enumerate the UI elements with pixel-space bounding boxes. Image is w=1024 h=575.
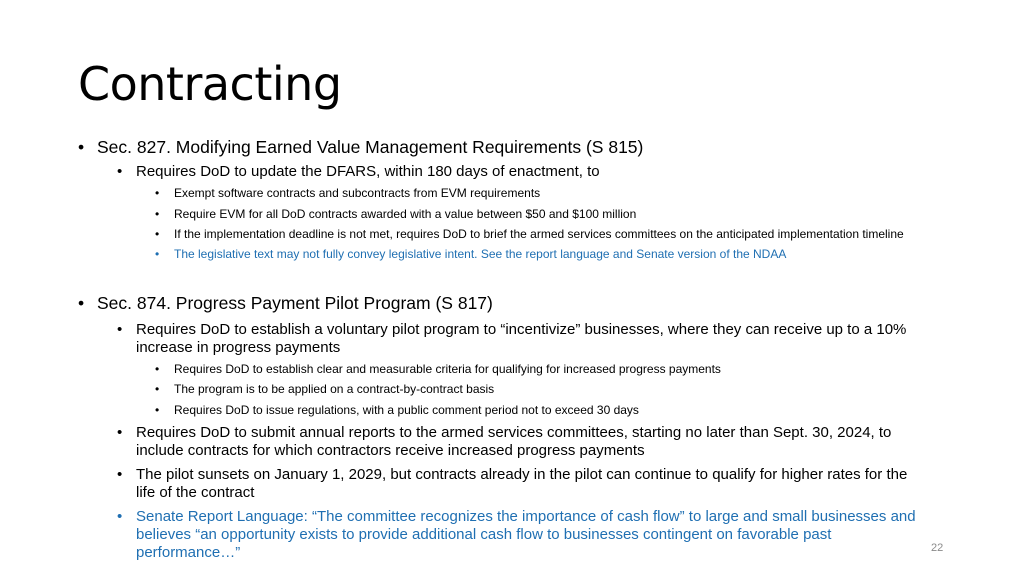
section-874-item	[155, 382, 495, 397]
slide-title: Contracting	[78, 57, 342, 111]
section-827-item	[155, 227, 904, 242]
section-827-heading	[78, 137, 644, 157]
bullet-text: Requires DoD to establish clear and measurable criteria for qualifying for increased progress payments	[174, 362, 721, 376]
bullet-text: Requires DoD to issue regulations, with a public comment period not to exceed 30 days	[174, 403, 639, 417]
bullet-text: performance…”	[136, 544, 241, 561]
senate-report-language	[117, 508, 916, 562]
bullet-icon: •	[117, 321, 123, 338]
bullet-icon: •	[155, 207, 160, 221]
bullet-icon: •	[78, 137, 85, 157]
bullet-text: Exempt software contracts and subcontracts from EVM requirements	[174, 186, 541, 200]
bullet-text: The pilot sunsets on January 1, 2029, but contracts already in the pilot can continue to qualify for higher rates for the	[136, 466, 908, 483]
bullet-text: Requires DoD to submit annual reports to the armed services committees, starting no later than Sept. 30, 2024, to	[136, 424, 892, 441]
bullet-text: Require EVM for all DoD contracts awarded with a value between $50 and $100 million	[174, 207, 637, 221]
section-874-sub	[117, 424, 892, 460]
bullet-icon: •	[117, 163, 123, 180]
bullet-text: Requires DoD to establish a voluntary pilot program to “incentivize” businesses, where they can receive up to a 10%	[136, 321, 907, 338]
section-874-heading	[78, 293, 493, 313]
bullet-icon: •	[117, 508, 123, 525]
page-number: 22	[931, 542, 944, 554]
bullet-text: Sec. 874. Progress Payment Pilot Program (S 817)	[97, 293, 493, 313]
bullet-text: include contracts for which contractors receive increased progress payments	[136, 442, 645, 459]
section-827-item	[155, 186, 541, 201]
bullet-icon: •	[155, 362, 160, 376]
section-827-sub	[117, 163, 600, 181]
bullet-text: increase in progress payments	[136, 339, 341, 356]
bullet-text: believes “an opportunity exists to provide additional cash flow to businesses contingent on favorable past	[136, 526, 832, 543]
section-874-item	[155, 403, 639, 418]
bullet-text: If the implementation deadline is not met, requires DoD to brief the armed services committees on the anticipated implementation timeline	[174, 227, 904, 241]
section-874-sub	[117, 321, 907, 357]
section-874-item	[155, 362, 721, 377]
bullet-icon: •	[117, 424, 123, 441]
bullet-text: Sec. 827. Modifying Earned Value Management Requirements (S 815)	[97, 137, 644, 157]
bullet-text: The program is to be applied on a contract-by-contract basis	[174, 382, 495, 396]
bullet-text: Requires DoD to update the DFARS, within 180 days of enactment, to	[136, 163, 600, 180]
bullet-icon: •	[78, 293, 85, 313]
bullet-text: The legislative text may not fully convey legislative intent. See the report language and Senate version of the NDAA	[174, 247, 787, 261]
bullet-icon: •	[155, 227, 160, 241]
bullet-text: Senate Report Language: “The committee recognizes the importance of cash flow” to large and small businesses and	[136, 508, 916, 525]
bullet-icon: •	[117, 466, 123, 483]
section-874-sub	[117, 466, 908, 502]
section-827-note	[155, 247, 787, 262]
bullet-icon: •	[155, 186, 160, 200]
section-827-item	[155, 207, 637, 222]
bullet-icon: •	[155, 247, 160, 261]
bullet-text: life of the contract	[136, 484, 255, 501]
bullet-icon: •	[155, 382, 160, 396]
bullet-icon: •	[155, 403, 160, 417]
